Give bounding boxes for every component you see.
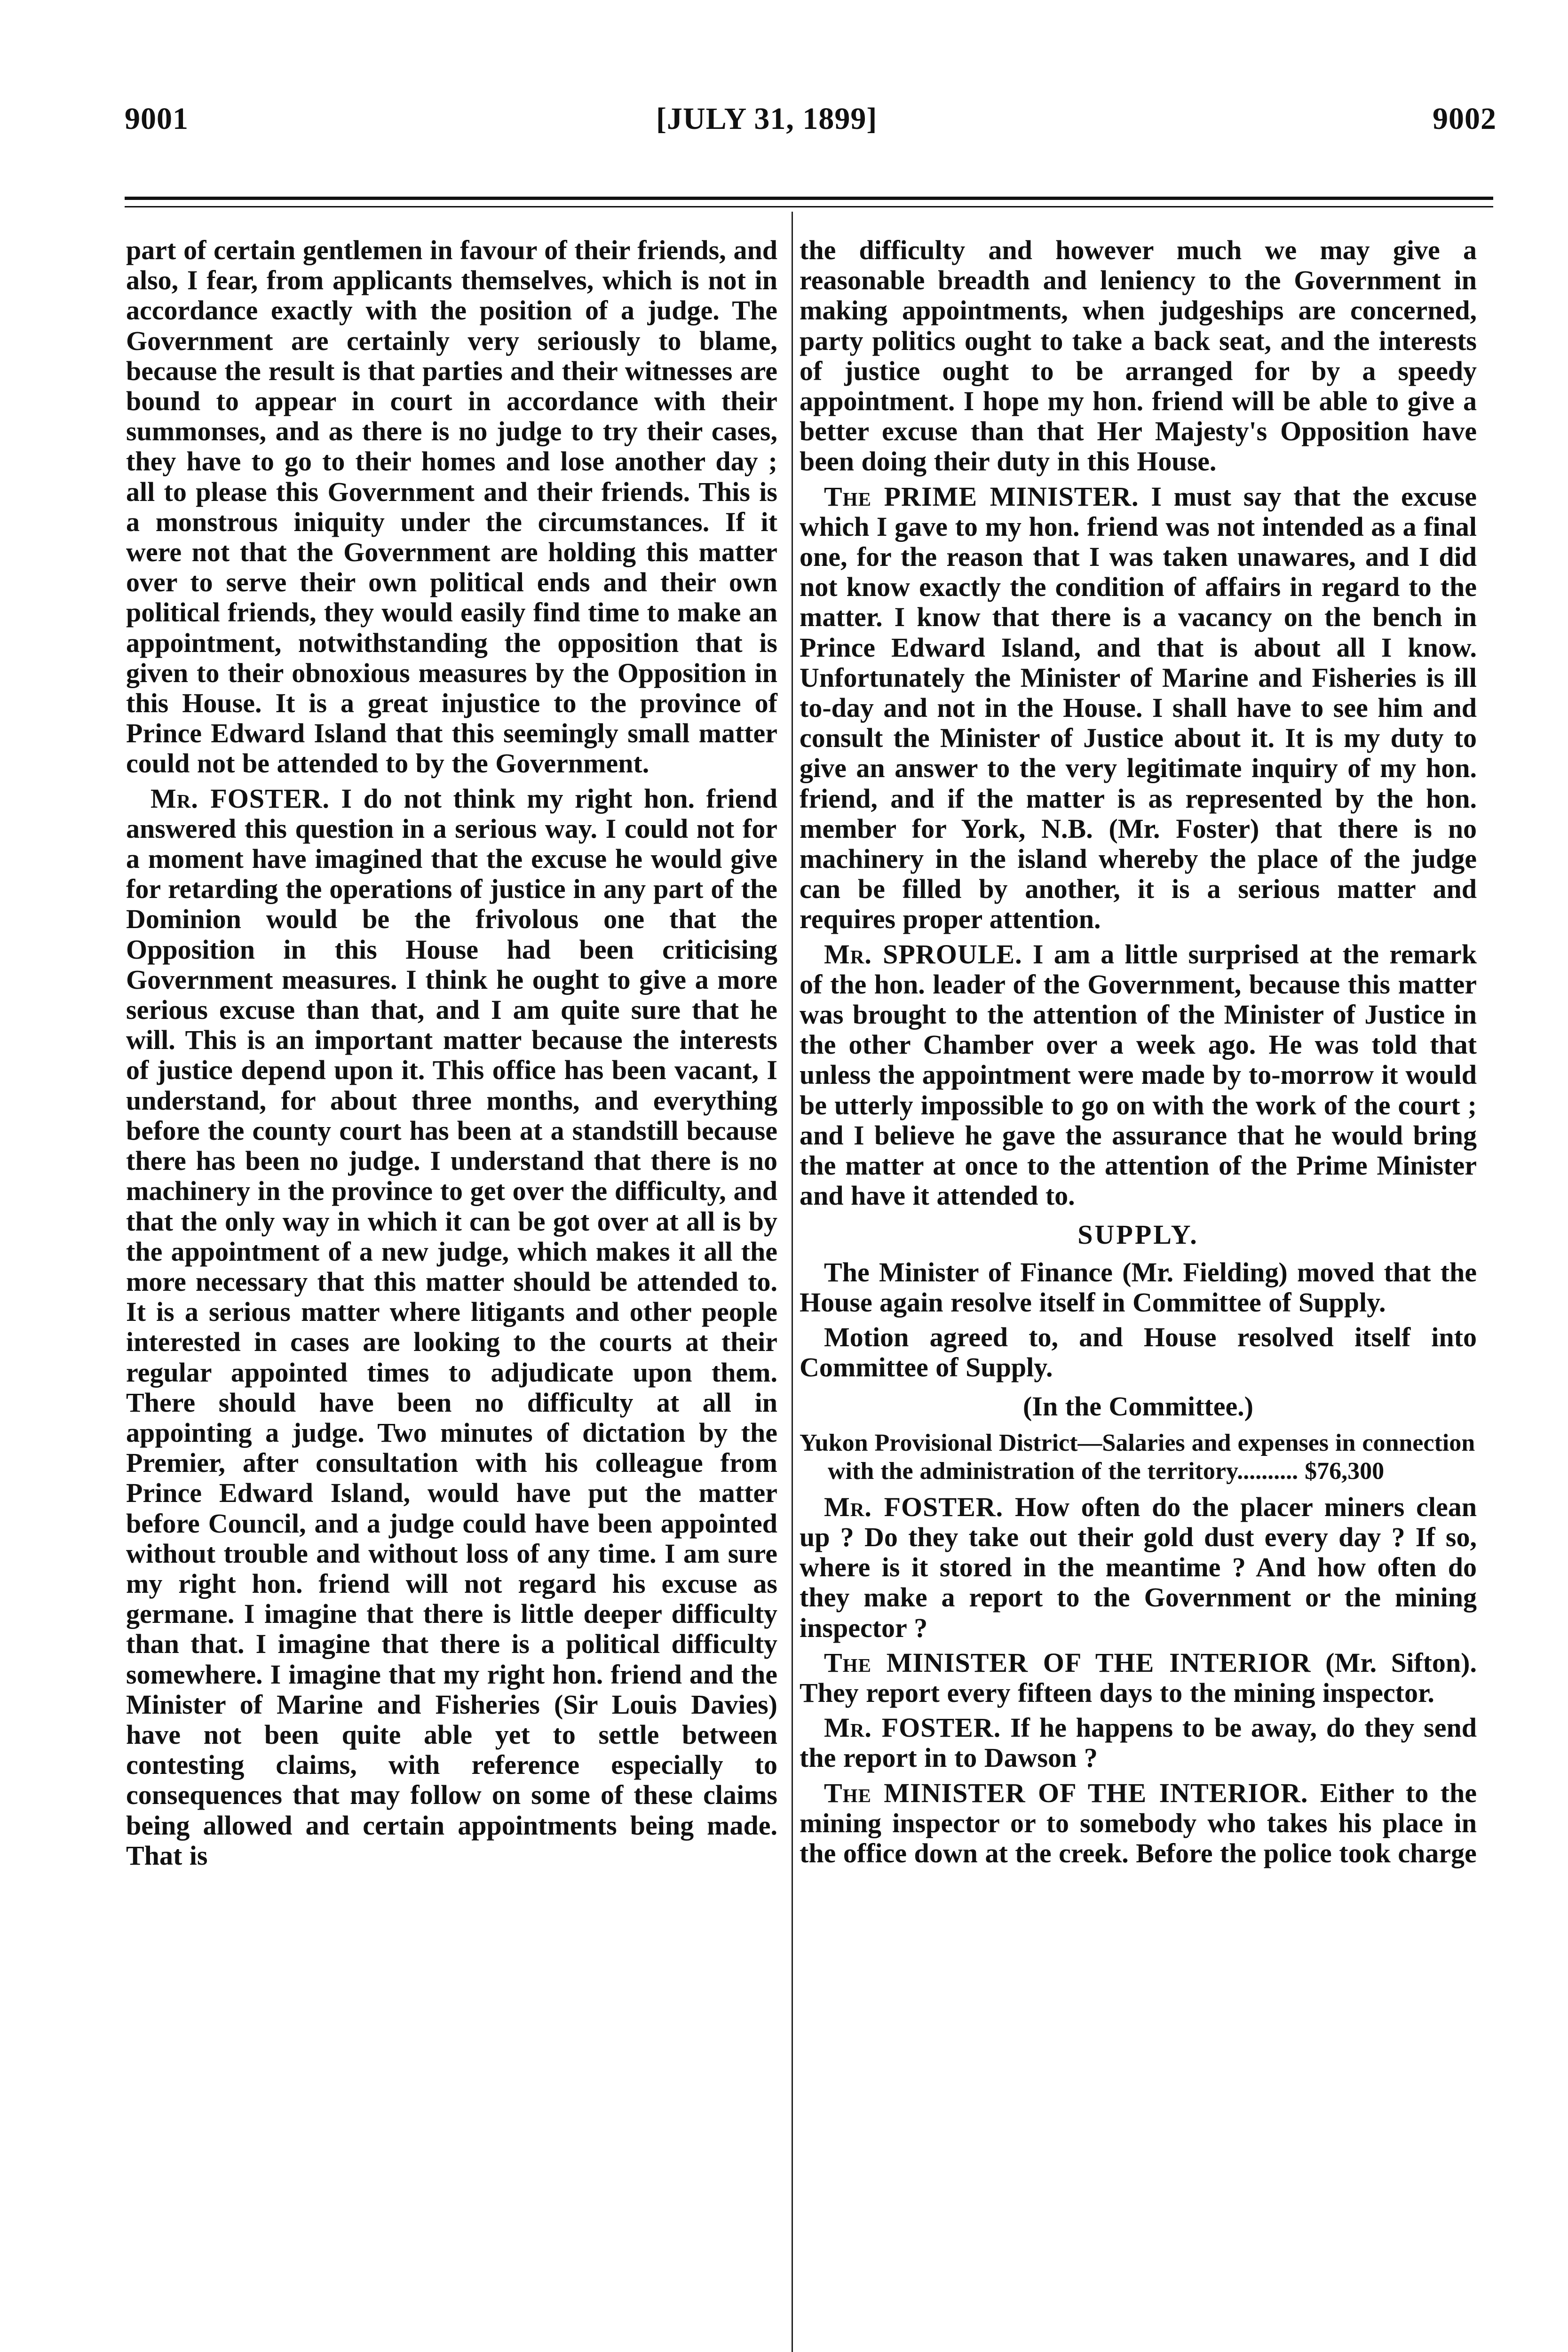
item-leader-dots: .......... — [1237, 1457, 1299, 1485]
speech-text: I must say that the excuse which I gave to my hon. friend was not intended as a final one, for the reason that I was taken unawares, and I did not know exactly the condition of affairs in regard to the matter. I know that there is a vacancy on the bench in Prince Edward Island, and that is about all I know. Unfortunately the Minister of Marine and Fisheries is ill to-day and not in the House. I shall have to see him and consult the Minister of Justice about it. It is my duty to give an answer to the very legitimate inquiry of my hon. friend, and if the matter is as represented by the hon. member for York, N.B. (Mr. Foster) that there is no machinery in the island whereby the place of the judge can be filled by another, it is a serious matter and requires proper attention. — [800, 481, 1477, 935]
speech-text: I am a little surprised at the remark of the hon. leader of the Government, because this matter was brought to the attention of the Minister of Justice in the other Chamber over a week ago. He was told that unless the appointment were made by to-morrow it would be utterly impossible to go on with the work of the court ; and I believe he gave the assurance that he would bring the matter at once to the attention of the Prime Minister and have it attended to. — [800, 938, 1477, 1211]
speech-text: How often do the placer miners clean up ? Do they take out their gold dust every day ? If so, where is it stored in the meantime ? And how often do they make a report to the Government or the mining inspector ? — [800, 1491, 1477, 1643]
speaker-name: The MINISTER OF THE INTERIOR. — [824, 1777, 1308, 1808]
page-number-right: 9002 — [1433, 102, 1497, 136]
foster-question — [800, 1492, 1477, 1643]
committee-note: (In the Committee.) — [1022, 1391, 1253, 1422]
speaker-name: Mr. FOSTER. — [150, 783, 330, 814]
speech-text: Either to the mining inspector or to somebody who takes his place in the office down at the creek. Before the police took charge — [800, 1777, 1477, 1868]
interior-minister-answer — [800, 1778, 1477, 1869]
right-paragraph-1: the difficulty and however much we may give a reasonable breadth and leniency to the Government in making appointments, when judgeships are concerned, party politics ought to take a back seat, and the interests of justice ought to be arranged for by a speedy appointment. I hope my hon. friend will be able to give a better excuse than that Her Majesty's Opposition have been doing their duty in this House. — [800, 235, 1477, 477]
header-rule-thin — [125, 206, 1493, 207]
column-divider — [792, 212, 793, 2352]
speech-text: I do not think my right hon. friend answered this question in a serious way. I could not for a moment have imagined that the excuse he would give for retarding the operations of justice in any part of the Dominion would be the frivolous one that the Opposition in this House had been criticising Government measures. I think he ought to give a more serious excuse than that, and I am quite sure that he will. This is an important matter because the interests of justice depend upon it. This office has been vacant, I understand, for about three months, and everything before the county court has been at a standstill because there has been no judge. I understand that there is no machinery in the province to get over the difficulty, and that the only way in which it can be got over at all is by the appointment of a new judge, which makes it all the more necessary that this matter should be attended to. It is a serious matter where litigants and other people interested in cases are looking to the courts at their regular appointed times to adjudicate upon them. There should have been no difficulty at all in appointing a judge. Two minutes of dictation by the Premier, after consultation with his colleague from Prince Edward Island, would have put the matter before Council, and a judge could have been appointed without trouble and without loss of any time. I am sure my right hon. friend will not regard his excuse as germane. I imagine that there is little deeper difficulty than that. I imagine that there is a political difficulty somewhere. I imagine that my right hon. friend and the Minister of Marine and Fisheries (Sir Louis Davies) have not been quite able yet to settle between contesting claims, with reference especially to consequences that may follow on some of these claims being allowed and certain appointments being made. That is — [126, 783, 777, 1871]
fielding-motion: The Minister of Finance (Mr. Fielding) moved that the House again resolve itself in Committee of Supply. — [800, 1256, 1477, 1318]
prime-minister-speech — [800, 482, 1477, 935]
item-amount: $76,300 — [1298, 1457, 1385, 1485]
supply-item — [800, 1429, 1477, 1486]
item-description: Yukon Provisional District—Salaries and expenses in connection with the administration of the territory — [800, 1429, 1475, 1485]
motion-agreed: Motion agreed to, and House resolved itself into Committee of Supply. — [800, 1322, 1477, 1383]
speech-text: (Mr. Sifton). They report every fifteen days to the mining inspector. — [800, 1647, 1477, 1708]
speaker-name: The MINISTER OF THE INTERIOR — [824, 1647, 1311, 1678]
foster-speech — [126, 784, 777, 1871]
foster-followup — [800, 1713, 1477, 1773]
speaker-name: Mr. FOSTER. — [824, 1491, 1004, 1522]
right-column — [800, 235, 1477, 1873]
left-column — [126, 235, 777, 1875]
header-rule-thick — [125, 197, 1493, 200]
speaker-name: Mr. FOSTER. — [824, 1712, 1001, 1743]
page-date: [JULY 31, 1899] — [656, 102, 878, 136]
left-paragraph-1: part of certain gentlemen in favour of their friends, and also, I fear, from applicants themselves, which is not in accordance exactly with the position of a judge. The Government are certainly very seriously to blame, because the result is that parties and their witnesses are bound to appear in court in accordance with their summonses, and as there is no judge to try their cases, they have to go to their homes and lose another day ; all to please this Government and their friends. This is a monstrous iniquity under the circumstances. If it were not that the Government are holding this matter over to serve their own political ends and their own political friends, they would easily find time to make an appointment, notwithstanding the opposition that is given to their obnoxious measures by the Opposition in this House. It is a great injustice to the province of Prince Edward Island that this seemingly small matter could not be attended to by the Government. — [126, 235, 777, 779]
page-number-left: 9001 — [125, 102, 189, 136]
interior-minister-reply — [800, 1648, 1477, 1708]
speaker-name: Mr. SPROULE. — [824, 938, 1022, 969]
speaker-name: The PRIME MINISTER. — [824, 481, 1139, 512]
section-heading-supply: SUPPLY. — [1077, 1219, 1199, 1250]
sproule-speech — [800, 939, 1477, 1211]
speech-text: If he happens to be away, do they send the report in to Dawson ? — [800, 1712, 1477, 1773]
page-header — [0, 101, 1568, 143]
